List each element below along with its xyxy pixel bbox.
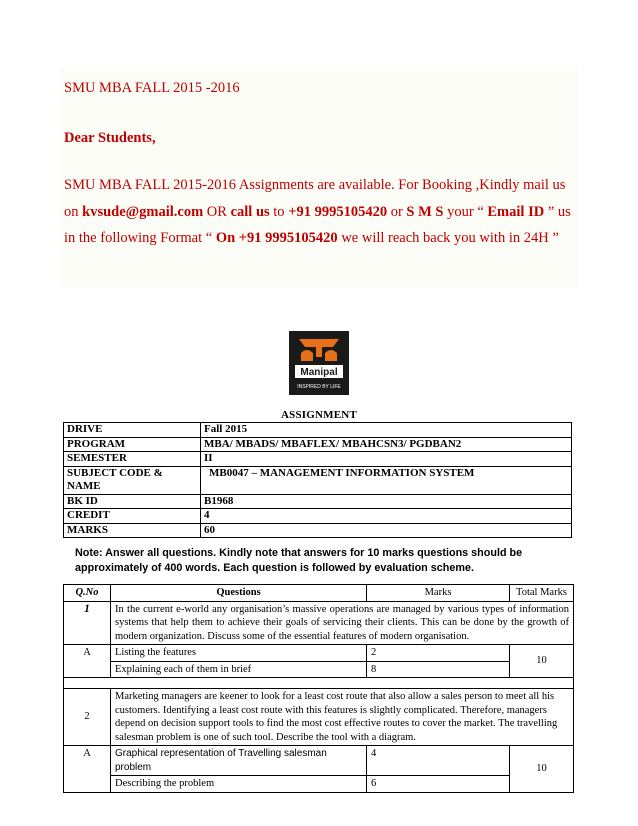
contact-phone: +91 9995105420 — [288, 203, 388, 220]
manipal-logo — [289, 331, 349, 395]
evaluation-marks: 6 — [367, 776, 510, 793]
evaluation-marks: 2 — [367, 645, 510, 662]
question-text: Marketing managers are keener to look for a least cost route that also allow a sales person to meet all his customers. Identifying a least cost route with this features is slightly complicated. Therefore, managers depend on decision support tools to find the most cost effective routes to cover the market. The travelling salesman problem is one of such tool. Describe the tool with a diagram. — [111, 689, 574, 746]
assignment-info-table — [63, 422, 572, 538]
banner-text: to — [269, 203, 289, 220]
svg-text:Manipal: Manipal — [300, 367, 338, 378]
spacer-cell — [64, 678, 574, 689]
info-key: SUBJECT CODE & NAME — [64, 466, 201, 494]
sub-label: A — [64, 645, 111, 678]
info-value: 4 — [201, 509, 572, 524]
table-row — [64, 466, 572, 494]
banner-text: SMU MBA FALL 2015-2016 Assignments are available. For Booking ,Kindly mail us on — [64, 177, 566, 220]
header-qno: Q.No — [64, 585, 111, 602]
table-row — [64, 452, 572, 467]
table-row — [64, 423, 572, 438]
banner-text: or — [387, 203, 407, 220]
assignment-heading: ASSIGNMENT — [281, 409, 357, 421]
banner-body — [64, 172, 578, 252]
evaluation-item: Graphical representation of Travelling salesman problem — [111, 746, 367, 776]
announcement-banner — [60, 66, 578, 288]
sub-label: A — [64, 746, 111, 793]
banner-text: ” us in the following Format “ — [64, 203, 571, 246]
banner-text: we will reach back you with in 24H ” — [337, 230, 559, 246]
info-key: CREDIT — [64, 509, 201, 524]
email-id-label: Email ID — [487, 203, 545, 220]
evaluation-row — [64, 645, 574, 662]
info-value: MB0047 – MANAGEMENT INFORMATION SYSTEM — [201, 466, 572, 494]
banner-text: OR — [203, 203, 231, 220]
info-value: Fall 2015 — [201, 423, 572, 438]
info-value: MBA/ MBADS/ MBAFLEX/ MBAHCSN3/ PGDBAN2 — [201, 437, 572, 452]
evaluation-item: Explaining each of them in brief — [111, 661, 367, 678]
evaluation-row — [64, 661, 574, 678]
questions-table — [63, 584, 574, 793]
banner-text: your “ — [443, 203, 488, 220]
info-key: DRIVE — [64, 423, 201, 438]
evaluation-item: Describing the problem — [111, 776, 367, 793]
svg-text:INSPIRED BY LIFE: INSPIRED BY LIFE — [297, 384, 341, 390]
question-number: 2 — [64, 689, 111, 746]
table-row — [64, 523, 572, 538]
contact-email[interactable]: kvsude@gmail.com — [82, 203, 204, 220]
total-marks: 10 — [510, 746, 574, 793]
manipal-logo-icon — [289, 331, 349, 395]
table-row — [64, 494, 572, 509]
evaluation-marks: 8 — [367, 661, 510, 678]
info-value: B1968 — [201, 494, 572, 509]
info-key: MARKS — [64, 523, 201, 538]
sms-phone: On +91 9995105420 — [215, 230, 338, 246]
spacer-row — [64, 678, 574, 689]
evaluation-row — [64, 776, 574, 793]
evaluation-row — [64, 746, 574, 776]
info-key: SEMESTER — [64, 452, 201, 467]
info-key: PROGRAM — [64, 437, 201, 452]
question-text: In the current e-world any organisation’s massive operations are managed by various types of information systems that help them to achieve their goals of servicing their clients. This can be done by the growth of modern organization. Discuss some of the essential features of modern organisation. — [111, 601, 574, 645]
total-marks: 10 — [510, 645, 574, 678]
evaluation-marks: 4 — [367, 746, 510, 776]
header-marks: Marks — [367, 585, 510, 602]
call-label: call us — [230, 203, 270, 220]
banner-title: SMU MBA FALL 2015 -2016 — [64, 80, 240, 96]
header-total: Total Marks — [510, 585, 574, 602]
info-value: II — [201, 452, 572, 467]
question-row — [64, 601, 574, 645]
info-value: 60 — [201, 523, 572, 538]
sms-label: S M S — [406, 203, 444, 220]
instructions-note: Note: Answer all questions. Kindly note that answers for 10 marks questions should be approximately of 400 words. Each question is followed by evaluation scheme. — [75, 547, 523, 574]
table-row — [64, 509, 572, 524]
banner-greeting: Dear Students, — [64, 130, 156, 146]
question-number: 1 — [64, 601, 111, 645]
header-questions: Questions — [111, 585, 367, 602]
evaluation-item: Listing the features — [111, 645, 367, 662]
question-row — [64, 689, 574, 746]
table-row — [64, 437, 572, 452]
table-header-row — [64, 585, 574, 602]
info-key: BK ID — [64, 494, 201, 509]
